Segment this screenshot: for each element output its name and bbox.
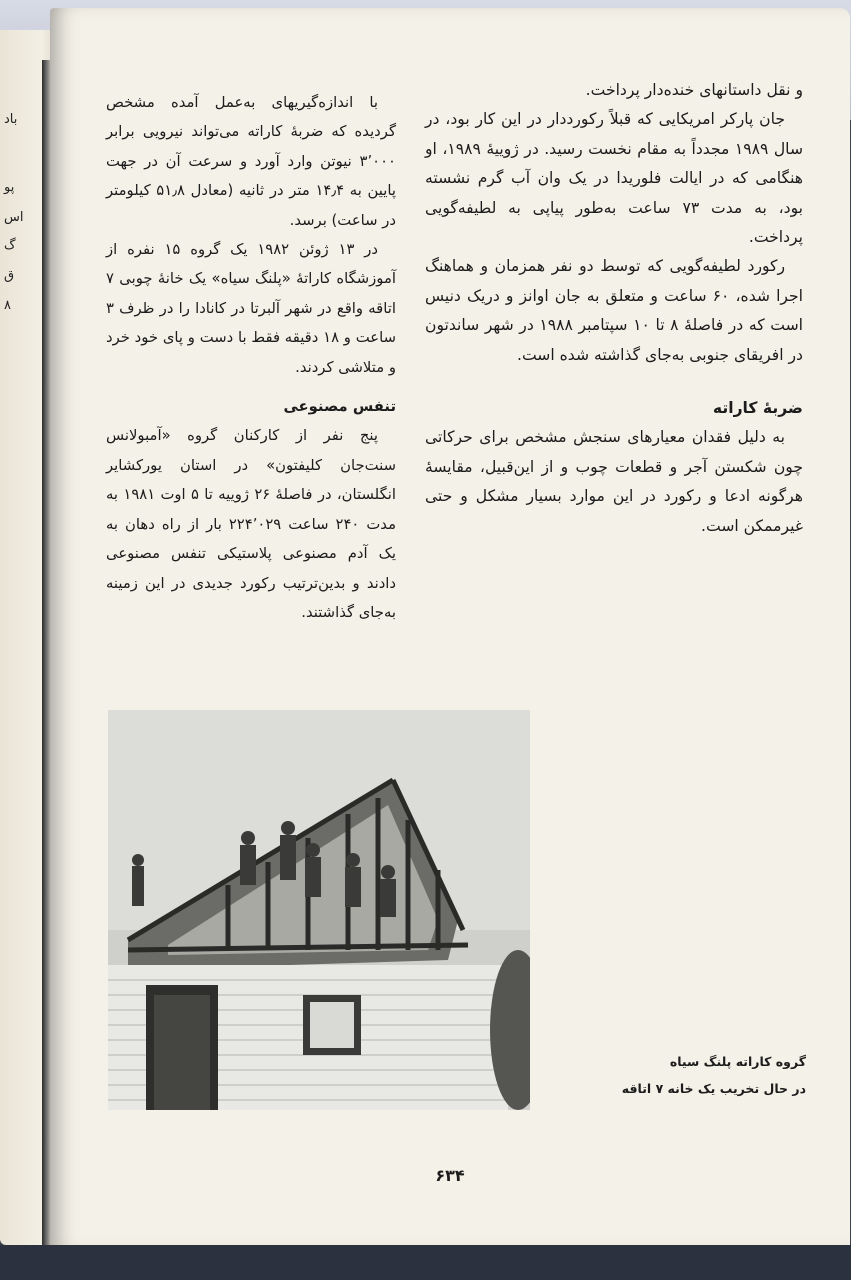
paragraph: پنج نفر از کارکنان گروه «آمبولانس سنت‌جان کلیفتون» در استان یورکشایر انگلستان، در فاصلهٔ ۲۶ ژوییه تا ۵ اوت ۱۹۸۱ به مدت ۲۴۰ ساعت ۲۲۴٬۰۲۹ بار از راه دهان به یک آدم مصنوعی پلاستیکی تنفس مصنوعی دادند و بدین‌ترتیب رکورد جدیدی در این زمینه به‌جای گذاشتند.	[106, 427, 396, 621]
section-heading-artificial-respiration: تنفس مصنوعی	[283, 398, 396, 416]
house-photo-image	[108, 710, 530, 1110]
paragraph: رکورد لطیفه‌گویی که توسط دو نفر همزمان و هماهنگ اجرا شده، ۶۰ ساعت و متعلق به جان اوانز و دریک دنیس است که در فاصلهٔ ۸ تا ۱۰ سپتامبر ۱۹۸۸ در شهر ساندتون در افریقای جنوبی به‌جای گذاشته شده است.	[425, 257, 803, 364]
left-page-fragment: اس	[4, 210, 24, 225]
section-heading-karate: ضربهٔ کاراته	[712, 399, 803, 418]
photo-caption	[530, 1048, 806, 1102]
left-page-fragment: باد	[4, 112, 18, 127]
paragraph: به دلیل فقدان معیارهای سنجش مشخص برای حرکاتی چون شکستن آجر و قطعات چوب و از این‌قبیل، مقایسهٔ هرگونه ادعا و رکورد در این موارد بسیار مشکل و حتی غیرممکن است.	[425, 428, 803, 535]
caption-line: گروه کاراته پلنگ سیاه	[669, 1054, 806, 1069]
page-number: ۶۳۴	[435, 1166, 465, 1185]
background-bottom	[0, 1245, 851, 1280]
paragraph: جان پارکر امریکایی که قبلاً رکورددار در این کار بود، در سال ۱۹۸۹ مجدداً به مقام نخست رسید. در ژوییهٔ ۱۹۸۹، او هنگامی که در ایالت فلوریدا در یک وان آب گرم نشسته بود، به مدت ۷۳ ساعت به‌طور پیاپی به لطیفه‌گویی پرداخت.	[425, 110, 804, 247]
left-page-fragment: ۸	[4, 298, 11, 313]
left-page-fragment: ق	[4, 268, 15, 283]
left-page-fragment: گ	[4, 238, 16, 253]
left-page-fragment: پو	[4, 180, 15, 195]
book-page	[50, 8, 850, 1248]
caption-line: در حال تخریب یک خانه ۷ اتاقه	[621, 1081, 806, 1096]
paragraph: در ۱۳ ژوئن ۱۹۸۲ یک گروه ۱۵ نفره از آموزشگاه کاراتهٔ «پلنگ سیاه» یک خانهٔ چوبی ۷ اتاقه واقع در شهر آلبرتا در کانادا را در ظرف ۳ ساعت و ۱۸ دقیقه فقط با دست و پای خود خرد و متلاشی کردند.	[106, 241, 396, 376]
paragraph: و نقل داستانهای خنده‌دار پرداخت.	[585, 81, 803, 99]
left-column	[106, 88, 396, 627]
right-column	[425, 76, 803, 541]
paragraph: با اندازه‌گیریهای به‌عمل آمده مشخص گردیده که ضربهٔ کاراته می‌تواند نیرویی برابر ۳٬۰۰۰ نیوتن وارد آورد و سرعت آن در جهت پایین به ۱۴٫۴ متر در ثانیه (معادل ۵۱٫۸ کیلومتر در ساعت) برسد.	[106, 94, 397, 229]
photo-house-demolition	[108, 710, 530, 1110]
